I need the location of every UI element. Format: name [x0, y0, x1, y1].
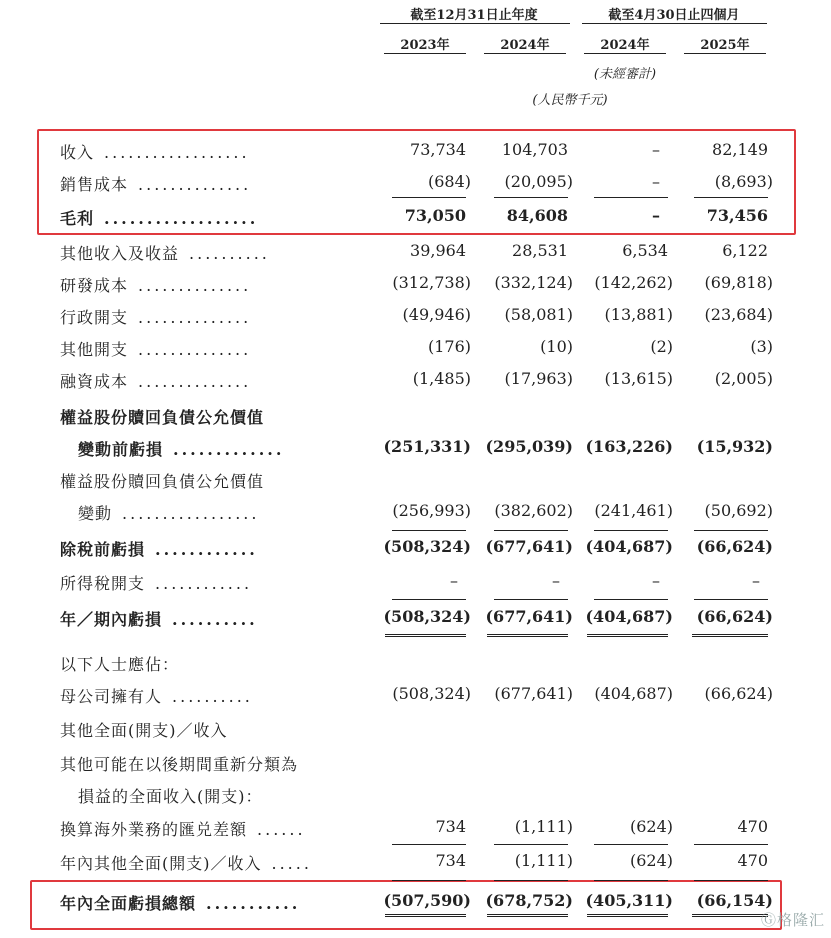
row-label-text: 其他收入及收益 — [60, 244, 180, 263]
cell-value: (312,738) — [392, 273, 471, 292]
row-label-text: 所得稅開支 — [60, 574, 146, 593]
cell-value: (163,226) — [585, 437, 673, 456]
leader-dots: .................. — [104, 209, 259, 228]
leader-dots: .......... — [172, 687, 253, 706]
cell-value: 82,149 — [712, 140, 768, 159]
row-label-text: 研發成本 — [60, 276, 129, 295]
cell-value: (677,641) — [494, 684, 573, 703]
cell-value: 39,964 — [410, 241, 466, 260]
cell-value: (13,881) — [604, 305, 673, 324]
row-label — [60, 469, 264, 492]
cell-value: (241,461) — [594, 501, 673, 520]
cell-value: – — [652, 172, 660, 191]
row-label — [60, 607, 258, 630]
row-label — [60, 140, 250, 163]
leader-dots: .............. — [138, 308, 252, 327]
leader-dots: ..... — [271, 854, 312, 873]
year-rule — [684, 53, 766, 54]
row-label — [60, 241, 270, 264]
cell-value: (332,124) — [494, 273, 573, 292]
cell-value: (66,624) — [696, 537, 773, 556]
unaudited-note: (未經審計) — [593, 67, 657, 82]
leader-dots: ........... — [206, 894, 301, 913]
leader-dots: .............. — [138, 276, 252, 295]
row-label — [60, 752, 298, 775]
row-label — [60, 305, 251, 328]
row-label — [60, 337, 251, 360]
cell-value: 6,122 — [722, 241, 768, 260]
cell-value: (176) — [427, 337, 471, 356]
row-label — [60, 891, 300, 914]
cell-value: (142,262) — [594, 273, 673, 292]
row-label-text: 權益股份贖回負債公允價值 — [60, 408, 265, 427]
cell-value: (508,324) — [383, 537, 471, 556]
leader-dots: .................. — [104, 143, 250, 162]
row-label — [60, 172, 251, 195]
row-label — [60, 369, 251, 392]
header-rule — [582, 23, 767, 24]
cell-value: (382,602) — [494, 501, 573, 520]
cell-value: – — [552, 571, 560, 590]
cell-value: 28,531 — [512, 241, 568, 260]
row-label-text: 變動前虧損 — [78, 440, 164, 459]
row-label — [60, 684, 253, 707]
leader-dots: .............. — [138, 340, 252, 359]
row-label — [78, 784, 263, 807]
cell-value: (405,311) — [585, 891, 673, 910]
row-label — [60, 571, 252, 594]
row-label-text: 損益的全面收入(開支)： — [78, 787, 263, 806]
watermark-logo: Ⓖ格隆汇 — [760, 911, 825, 929]
cell-value: 734 — [435, 817, 466, 836]
row-label-text: 換算海外業務的匯兑差額 — [60, 820, 248, 839]
watermark-icon: Ⓖ — [760, 911, 777, 929]
cell-value: (69,818) — [704, 273, 773, 292]
cell-value: (295,039) — [485, 437, 573, 456]
leader-dots: ............. — [173, 440, 285, 459]
cell-value: (1,111) — [514, 851, 573, 870]
leader-dots: ............ — [155, 574, 253, 593]
cell-value: (2) — [650, 337, 673, 356]
row-label-text: 其他開支 — [60, 340, 129, 359]
row-label-text: 毛利 — [60, 209, 95, 228]
cell-value: 6,534 — [622, 241, 668, 260]
cell-value: (404,687) — [585, 607, 673, 626]
row-label-text: 行政開支 — [60, 308, 129, 327]
cell-value: (10) — [540, 337, 573, 356]
year-header-2025-period: 2025年 — [700, 38, 750, 53]
row-label-text: 收入 — [60, 143, 95, 162]
row-label — [78, 437, 284, 460]
cell-value: – — [752, 571, 760, 590]
cell-value: (20,095) — [504, 172, 573, 191]
cell-value: (8,693) — [714, 172, 773, 191]
year-rule — [384, 53, 466, 54]
cell-value: (677,641) — [485, 537, 573, 556]
cell-value: – — [652, 206, 660, 225]
year-header-2023: 2023年 — [400, 38, 450, 53]
cell-value: (2,005) — [714, 369, 773, 388]
row-label — [60, 718, 228, 741]
row-label — [60, 206, 258, 229]
row-label-text: 其他全面(開支)／收入 — [60, 721, 228, 740]
cell-value: (624) — [629, 817, 673, 836]
row-label — [60, 817, 306, 840]
row-label-text: 融資成本 — [60, 372, 129, 391]
currency-unit: (人民幣千元) — [532, 93, 608, 108]
header-rule — [380, 23, 570, 24]
cell-value: (1,111) — [514, 817, 573, 836]
cell-value: 73,734 — [410, 140, 466, 159]
cell-value: 470 — [737, 817, 768, 836]
cell-value: (678,752) — [485, 891, 573, 910]
cell-value: (50,692) — [704, 501, 773, 520]
cell-value: (251,331) — [383, 437, 471, 456]
cell-value: (404,687) — [585, 537, 673, 556]
cell-value: 84,608 — [506, 206, 568, 225]
leader-dots: .......... — [172, 610, 258, 629]
row-label-text: 變動 — [78, 504, 113, 523]
leader-dots: .............. — [138, 175, 252, 194]
row-label-text: 年／期內虧損 — [60, 610, 163, 629]
cell-value: (508,324) — [392, 684, 471, 703]
year-header-2024-period: 2024年 — [600, 38, 650, 53]
year-rule — [484, 53, 566, 54]
header-group-period: 截至4月30日止四個月 — [608, 8, 740, 23]
year-rule — [584, 53, 666, 54]
cell-value: 104,703 — [501, 140, 568, 159]
cell-value: (677,641) — [485, 607, 573, 626]
cell-value: (3) — [750, 337, 773, 356]
cell-value: 73,456 — [706, 206, 768, 225]
cell-value: (17,963) — [504, 369, 573, 388]
cell-value: – — [652, 571, 660, 590]
row-label — [60, 652, 179, 675]
cell-value: (66,154) — [696, 891, 773, 910]
row-label — [60, 273, 251, 296]
cell-value: – — [450, 571, 458, 590]
cell-value: 73,050 — [404, 206, 466, 225]
row-label — [60, 537, 258, 560]
row-label-text: 年內其他全面(開支)／收入 — [60, 854, 262, 873]
cell-value: (66,624) — [704, 684, 773, 703]
header-group-year: 截至12月31日止年度 — [410, 8, 538, 23]
row-label-text: 年內全面虧損總額 — [60, 894, 197, 913]
cell-value: 470 — [737, 851, 768, 870]
year-header-2024: 2024年 — [500, 38, 550, 53]
cell-value: (404,687) — [594, 684, 673, 703]
cell-value: – — [652, 140, 660, 159]
row-label-text: 母公司擁有人 — [60, 687, 163, 706]
cell-value: (684) — [427, 172, 471, 191]
cell-value: (13,615) — [604, 369, 673, 388]
row-label-text: 以下人士應佔： — [60, 655, 180, 674]
row-label — [60, 405, 264, 428]
cell-value: (23,684) — [704, 305, 773, 324]
cell-value: 734 — [435, 851, 466, 870]
row-label-text: 權益股份贖回負債公允價值 — [60, 472, 265, 491]
cell-value: (58,081) — [504, 305, 573, 324]
leader-dots: .............. — [138, 372, 252, 391]
cell-value: (49,946) — [402, 305, 471, 324]
row-label-text: 其他可能在以後期間重新分類為 — [60, 755, 299, 774]
cell-value: (1,485) — [412, 369, 471, 388]
cell-value: (507,590) — [383, 891, 471, 910]
row-label — [60, 851, 312, 874]
cell-value: (66,624) — [696, 607, 773, 626]
row-label-text: 銷售成本 — [60, 175, 129, 194]
cell-value: (256,993) — [392, 501, 471, 520]
cell-value: (508,324) — [383, 607, 471, 626]
cell-value: (15,932) — [696, 437, 773, 456]
row-label-text: 除稅前虧損 — [60, 540, 146, 559]
cell-value: (624) — [629, 851, 673, 870]
leader-dots: ...... — [257, 820, 306, 839]
leader-dots: ................. — [122, 504, 260, 523]
leader-dots: .......... — [189, 244, 270, 263]
leader-dots: ............ — [155, 540, 258, 559]
row-label — [78, 501, 259, 524]
